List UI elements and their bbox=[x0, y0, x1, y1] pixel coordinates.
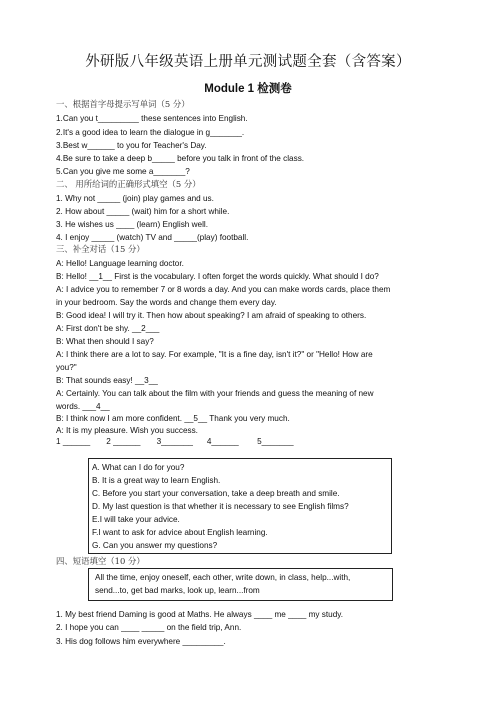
dialogue-line: B: Good idea! I will try it. Then how about speaking? I am afraid of speaking to others. bbox=[56, 311, 367, 320]
dialogue-line: A: It is my pleasure. Wish you success. bbox=[56, 426, 198, 435]
option-item: D. My last question is that whether it is necessary to see English films? bbox=[92, 502, 349, 511]
dialogue-line: B: Hello! __1__ First is the vocabulary. I often forget the words quickly. What should I do? bbox=[56, 272, 379, 281]
dialogue-line: A: I think there are a lot to say. For example, "It is a fine day, isn't it?" or "Hello! How are bbox=[56, 350, 373, 359]
section-heading-2: 二、 用所给词的正确形式填空（5 分） bbox=[56, 179, 201, 189]
answer-blanks-row bbox=[56, 437, 305, 446]
answer-blank-3: 3_______ bbox=[156, 437, 193, 446]
answer-blank-2: 2 ______ bbox=[106, 437, 141, 446]
answer-blank-1: 1 ______ bbox=[56, 437, 91, 446]
dialogue-line: B: That sounds easy! __3__ bbox=[56, 376, 158, 385]
dialogue-line: B: I think now I am more confident. __5__ Thank you very much. bbox=[56, 414, 290, 423]
phrase-box-line: send...to, get bad marks, look up, learn...from bbox=[95, 586, 260, 595]
option-item: E.I will take your advice. bbox=[92, 515, 180, 524]
dialogue-line: A: I advice you to remember 7 or 8 words a day. And you can make words cards, place them bbox=[56, 285, 391, 294]
options-box bbox=[88, 458, 392, 554]
part1-question: 4.Be sure to take a deep b_____ before you talk in front of the class. bbox=[56, 154, 305, 163]
dialogue-line: A: First don't be shy. __2___ bbox=[56, 324, 160, 333]
option-item: C. Before you start your conversation, take a deep breath and smile. bbox=[92, 489, 340, 498]
dialogue-line: words. ___4__ bbox=[56, 402, 110, 411]
part1-question: 2.It's a good idea to learn the dialogue in g_______. bbox=[56, 128, 245, 137]
option-item: A. What can I do for you? bbox=[92, 463, 185, 472]
part1-question: 3.Best w______ to you for Teacher's Day. bbox=[56, 141, 207, 150]
part4-question: 3. His dog follows him everywhere _________. bbox=[56, 637, 226, 646]
phrase-box bbox=[88, 568, 393, 601]
part1-question: 5.Can you give me some a_______? bbox=[56, 167, 190, 176]
part4-question: 2. I hope you can ____ _____ on the field trip, Ann. bbox=[56, 623, 242, 632]
answer-blank-4: 4______ bbox=[206, 437, 239, 446]
part2-question: 2. How about _____ (wait) him for a short while. bbox=[56, 207, 230, 216]
dialogue-line: in your bedroom. Say the words and change them every day. bbox=[56, 298, 277, 307]
document-title: 外研版八年级英语上册单元测试题全套（含答案） bbox=[85, 54, 411, 70]
part2-question: 4. I enjoy _____ (watch) TV and _____(play) football. bbox=[56, 233, 249, 242]
module-title: Module 1 检测卷 bbox=[204, 83, 292, 95]
section-heading-3: 三、补全对话（15 分） bbox=[56, 244, 145, 254]
option-item: F.I want to ask for advice about English learning. bbox=[92, 528, 268, 537]
dialogue-line: B: What then should I say? bbox=[56, 337, 154, 346]
part4-question: 1. My best friend Daming is good at Maths. He always ____ me ____ my study. bbox=[56, 610, 344, 619]
section-heading-4: 四、短语填空（10 分） bbox=[56, 556, 145, 566]
phrase-box-line: All the time, enjoy oneself, each other, write down, in class, help...with, bbox=[95, 573, 351, 582]
part2-question: 1. Why not _____ (join) play games and us. bbox=[56, 194, 214, 203]
dialogue-line: A: Certainly. You can talk about the film with your friends and guess the meaning of new bbox=[56, 389, 374, 398]
option-item: G. Can you answer my questions? bbox=[92, 541, 218, 550]
dialogue-line: A: Hello! Language learning doctor. bbox=[56, 259, 184, 268]
part2-question: 3. He wishes us ____ (learn) English well. bbox=[56, 220, 208, 229]
option-item: B. It is a great way to learn English. bbox=[92, 476, 221, 485]
answer-blank-5: 5_______ bbox=[257, 437, 294, 446]
section-heading-1: 一、根据首字母提示写单词（5 分） bbox=[56, 99, 190, 109]
part1-question: 1.Can you t_________ these sentences into English. bbox=[56, 114, 248, 123]
dialogue-line: you?" bbox=[56, 363, 77, 372]
